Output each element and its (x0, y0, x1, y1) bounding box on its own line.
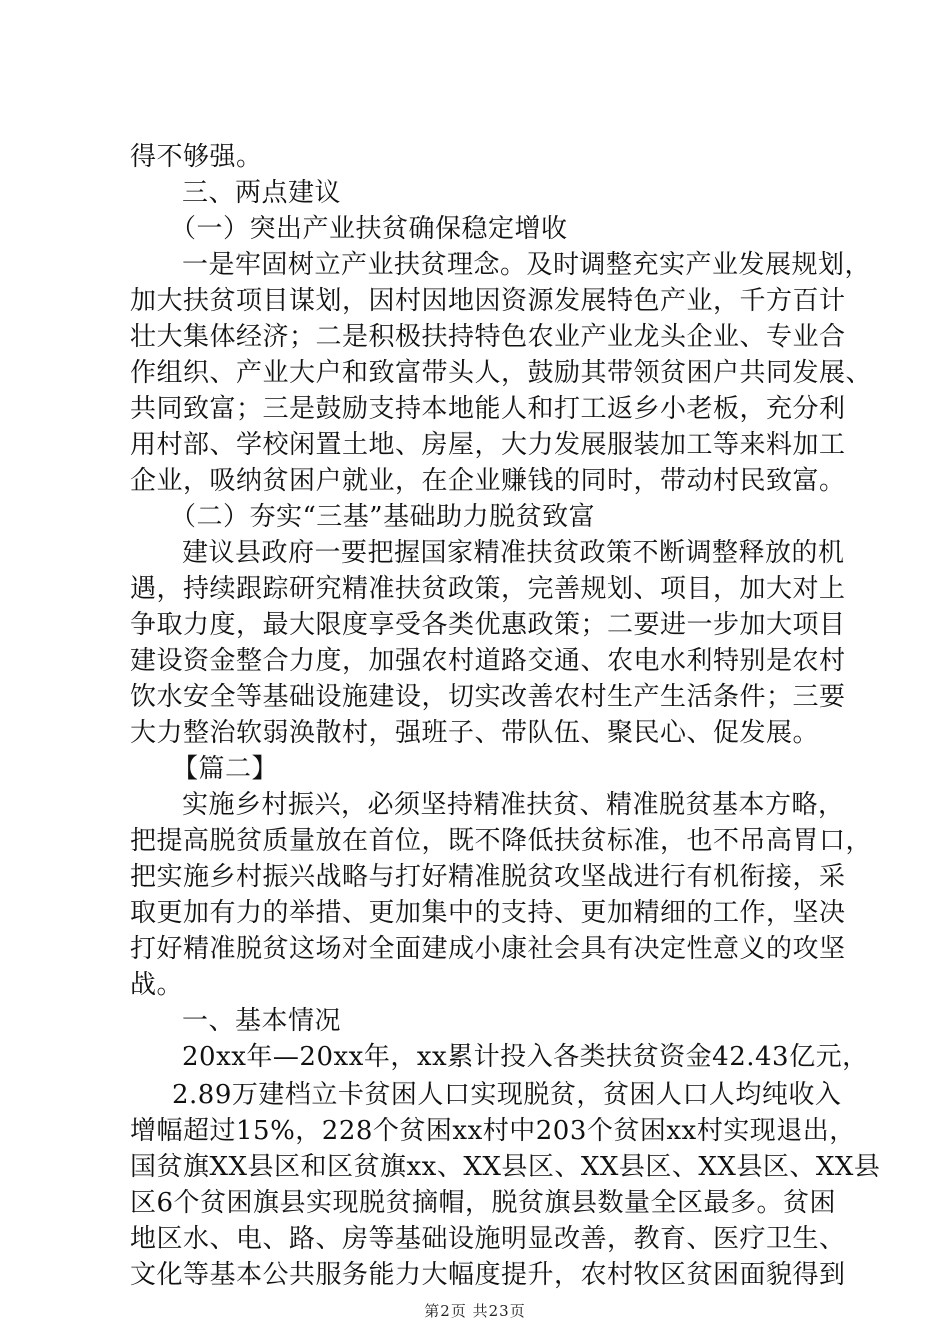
paragraph-line: 企业，吸纳贫困户就业，在企业赚钱的同时，带动村民致富。 (130, 466, 846, 496)
paragraph-line: 取更加有力的举措、更加集中的支持、更加精细的工作，坚决 (130, 898, 846, 928)
section-heading: 三、两点建议 (182, 178, 342, 208)
paragraph-line: 加大扶贫项目谋划，因村因地因资源发展特色产业，千方百计 (130, 286, 846, 316)
paragraph-line: 把实施乡村振兴战略与打好精准脱贫攻坚战进行有机衔接，采 (130, 862, 846, 892)
subsection-heading: （一）突出产业扶贫确保稳定增收 (170, 214, 568, 244)
paragraph-line: 争取力度，最大限度享受各类优惠政策；二要进一步加大项目 (130, 610, 846, 640)
paragraph-line: 用村部、学校闲置土地、房屋，大力发展服装加工等来料加工 (130, 430, 846, 460)
paragraph-line: 2.89万建档立卡贫困人口实现脱贫，贫困人口人均纯收入 (172, 1080, 842, 1110)
paragraph-line: 战。 (130, 970, 184, 1000)
paragraph-line: 建设资金整合力度，加强农村道路交通、农电水利特别是农村 (130, 646, 846, 676)
page-footer: 第2页 共23页 (424, 1302, 526, 1320)
paragraph-line: 打好精准脱贫这场对全面建成小康社会具有决定性意义的攻坚 (130, 934, 846, 964)
paragraph-line: 建议县政府一要把握国家精准扶贫政策不断调整释放的机 (182, 538, 845, 568)
paragraph-line: 遇，持续跟踪研究精准扶贫政策，完善规划、项目，加大对上 (130, 574, 846, 604)
paragraph-line: 地区水、电、路、房等基础设施明显改善，教育、医疗卫生、 (130, 1224, 846, 1254)
paragraph-line: 饮水安全等基础设施建设，切实改善农村生产生活条件；三要 (130, 682, 846, 712)
subsection-heading: （二）夯实“三基”基础助力脱贫致富 (170, 502, 596, 532)
paragraph-line: 一是牢固树立产业扶贫理念。及时调整充实产业发展规划， (182, 250, 872, 280)
paragraph-line: 国贫旗XX县区和区贫旗xx、XX县区、XX县区、XX县区、XX县 (130, 1152, 881, 1182)
paragraph-line: 把提高脱贫质量放在首位，既不降低扶贫标准，也不吊高胃口， (130, 826, 873, 856)
paragraph-line: 作组织、产业大户和致富带头人，鼓励其带领贫困户共同发展、 (130, 358, 873, 388)
paragraph-line: 壮大集体经济；二是积极扶持特色农业产业龙头企业、专业合 (130, 322, 846, 352)
section-heading: 一、基本情况 (182, 1006, 342, 1036)
paragraph-line: 大力整治软弱涣散村，强班子、带队伍、聚民心、促发展。 (130, 718, 820, 748)
chapter-heading: 【篇二】 (172, 754, 279, 784)
paragraph-line: 得不够强。 (130, 142, 263, 172)
paragraph-line: 共同致富；三是鼓励支持本地能人和打工返乡小老板，充分利 (130, 394, 846, 424)
paragraph-line: 增幅超过15%，228个贫困xx村中203个贫困xx村实现退出， (130, 1116, 856, 1146)
paragraph-line: 文化等基本公共服务能力大幅度提升，农村牧区贫困面貌得到 (130, 1260, 846, 1290)
paragraph-line: 20xx年—20xx年，xx累计投入各类扶贫资金42.43亿元， (182, 1042, 869, 1072)
paragraph-line: 区6个贫困旗县实现脱贫摘帽，脱贫旗县数量全区最多。贫困 (130, 1188, 837, 1218)
paragraph-line: 实施乡村振兴，必须坚持精准扶贫、精准脱贫基本方略， (182, 790, 845, 820)
